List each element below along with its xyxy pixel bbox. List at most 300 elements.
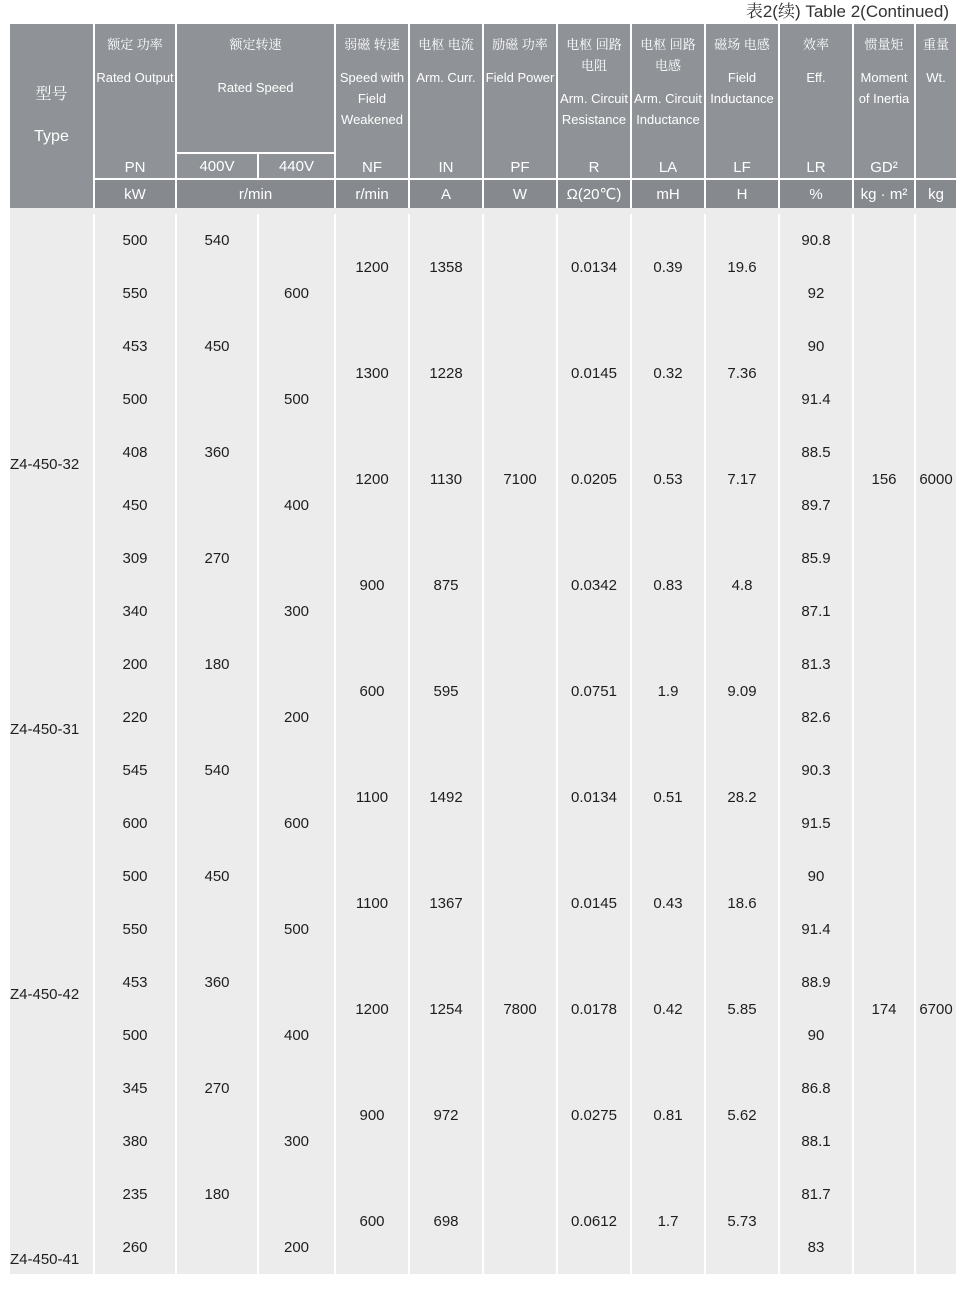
cell-weakened-speed (336, 1168, 408, 1274)
cell-speed-400 (177, 320, 257, 373)
cell-speed-400-value: 360 (204, 444, 230, 461)
cell-type (10, 585, 93, 638)
cell-arm-current-value: 595 (433, 682, 459, 700)
cell-field-inductance (706, 214, 778, 320)
cell-arm-current-value: 1254 (429, 1000, 463, 1018)
cell-weakened-speed (336, 532, 408, 638)
cell-speed-400 (177, 956, 257, 1009)
cell-efficiency-value: 89.7 (801, 497, 831, 514)
cell-weakened-speed (336, 638, 408, 744)
cell-weakened-speed-value: 1200 (355, 258, 389, 276)
cell-weakened-speed (336, 850, 408, 956)
cell-type (10, 532, 93, 585)
cell-type-value: Z4-450-42 (10, 986, 80, 1003)
cell-type (10, 956, 93, 1009)
table-row (10, 1168, 956, 1221)
cell-arm-current-value: 1367 (429, 894, 463, 912)
cell-resistance-value: 0.0145 (571, 364, 617, 382)
cell-output-value: 453 (122, 338, 148, 355)
cell-speed-440-value: 400 (283, 1027, 310, 1044)
cell-speed-440-value: 600 (283, 285, 310, 302)
cell-efficiency-value: 91.4 (801, 921, 831, 938)
cell-speed-440 (259, 373, 334, 426)
cell-type (10, 691, 93, 744)
table-row (10, 956, 956, 1009)
table-row (10, 267, 956, 320)
cell-resistance-value: 0.0205 (571, 470, 617, 488)
cell-resistance-value: 0.0134 (571, 788, 617, 806)
cell-weakened-speed-value: 1200 (355, 470, 389, 488)
cell-efficiency-value: 86.8 (801, 1080, 831, 1097)
header-arm-inductance: 电枢 回路 电感 Arm. Circuit Inductance LA (632, 24, 704, 178)
cell-type (10, 479, 93, 532)
cell-output-value: 235 (122, 1186, 148, 1203)
cell-speed-400 (177, 903, 257, 956)
cell-weakened-speed (336, 1062, 408, 1168)
cell-type (10, 1115, 93, 1168)
cell-efficiency (780, 638, 852, 691)
cell-efficiency-value: 87.1 (801, 603, 831, 620)
cell-speed-400 (177, 797, 257, 850)
cell-efficiency (780, 1009, 852, 1062)
cell-speed-400 (177, 691, 257, 744)
cell-output (95, 956, 175, 1009)
cell-field-inductance-value: 9.09 (727, 682, 757, 700)
cell-arm-current-value: 1130 (429, 470, 463, 488)
cell-field-inductance-value: 28.2 (727, 788, 757, 806)
cell-resistance (558, 744, 630, 850)
cell-weakened-speed-value: 1300 (355, 364, 389, 382)
cell-speed-440 (259, 532, 334, 585)
cell-efficiency (780, 373, 852, 426)
cell-efficiency (780, 691, 852, 744)
table-row (10, 638, 956, 691)
cell-arm-current (410, 744, 482, 850)
cell-efficiency (780, 426, 852, 479)
cell-resistance (558, 850, 630, 956)
cell-resistance (558, 214, 630, 320)
table-row (10, 1115, 956, 1168)
cell-speed-400 (177, 1062, 257, 1115)
cell-arm-current-value: 1228 (429, 364, 463, 382)
table-row (10, 1009, 956, 1062)
cell-speed-440 (259, 1221, 334, 1274)
cell-speed-400-value: 450 (204, 338, 230, 355)
cell-field-inductance-value: 4.8 (731, 576, 753, 594)
cell-type (10, 1062, 93, 1115)
cell-speed-440 (259, 850, 334, 903)
cell-output-value: 408 (122, 444, 148, 461)
table-caption: 表2(续) Table 2(Continued) (745, 2, 949, 21)
cell-output-value: 600 (122, 815, 148, 832)
cell-output-value: 309 (122, 550, 148, 567)
cell-resistance (558, 1168, 630, 1274)
cell-arm-inductance (632, 850, 704, 956)
header-rated-speed: 额定转速 Rated Speed (177, 24, 334, 152)
unit-arm-inductance: mH (632, 178, 704, 208)
cell-arm-current (410, 956, 482, 1062)
cell-arm-current-value: 972 (433, 1106, 459, 1124)
cell-arm-current-value: 1358 (429, 258, 463, 276)
cell-resistance-value: 0.0134 (571, 258, 617, 276)
cell-arm-inductance (632, 426, 704, 532)
cell-weight-value: 6700 (919, 1000, 953, 1018)
cell-speed-400 (177, 267, 257, 320)
table-row (10, 320, 956, 373)
cell-speed-400 (177, 744, 257, 797)
cell-speed-440 (259, 1062, 334, 1115)
cell-type-value: Z4-450-31 (10, 721, 80, 738)
cell-type (10, 638, 93, 691)
header-moment-inertia: 惯量矩 Moment of Inertia GD² (854, 24, 914, 178)
cell-arm-inductance (632, 1062, 704, 1168)
cell-type (10, 1009, 93, 1062)
cell-weakened-speed-value: 1100 (355, 788, 389, 806)
cell-speed-440-value: 200 (283, 1239, 310, 1256)
table-row (10, 479, 956, 532)
cell-speed-400-value: 180 (204, 656, 230, 673)
cell-resistance-value: 0.0275 (571, 1106, 617, 1124)
cell-arm-inductance-value: 0.42 (653, 1000, 683, 1018)
cell-speed-440-value: 200 (283, 709, 310, 726)
table-row (10, 691, 956, 744)
cell-speed-440-value: 300 (283, 603, 310, 620)
cell-arm-inductance-value: 0.51 (653, 788, 683, 806)
cell-weakened-speed-value: 1200 (355, 1000, 389, 1018)
cell-moment-inertia (854, 214, 914, 744)
cell-arm-current (410, 1168, 482, 1274)
cell-speed-440 (259, 214, 334, 267)
cell-field-inductance (706, 426, 778, 532)
cell-output (95, 585, 175, 638)
cell-type (10, 903, 93, 956)
cell-output (95, 797, 175, 850)
cell-efficiency-value: 91.4 (801, 391, 831, 408)
cell-speed-440-value: 500 (283, 921, 310, 938)
cell-resistance (558, 320, 630, 426)
cell-speed-440-value: 400 (283, 497, 310, 514)
cell-speed-400 (177, 1115, 257, 1168)
cell-output (95, 1062, 175, 1115)
cell-speed-440 (259, 903, 334, 956)
cell-arm-current (410, 426, 482, 532)
cell-output-value: 500 (122, 1027, 148, 1044)
cell-field-inductance (706, 850, 778, 956)
table-row (10, 426, 956, 479)
cell-output-value: 220 (122, 709, 148, 726)
cell-field-inductance (706, 320, 778, 426)
cell-output (95, 1009, 175, 1062)
cell-arm-inductance-value: 1.9 (657, 682, 679, 700)
cell-field-power-value: 7800 (503, 1000, 537, 1018)
cell-speed-440 (259, 426, 334, 479)
cell-efficiency (780, 744, 852, 797)
cell-arm-current-value: 1492 (429, 788, 463, 806)
header-field-inductance: 磁场 电感 Field Inductance LF (706, 24, 778, 178)
cell-output (95, 850, 175, 903)
cell-output (95, 744, 175, 797)
cell-weight (916, 214, 956, 744)
cell-output-value: 380 (122, 1133, 148, 1150)
cell-arm-inductance-value: 0.43 (653, 894, 683, 912)
unit-field-power: W (484, 178, 556, 208)
cell-type (10, 320, 93, 373)
cell-arm-current (410, 850, 482, 956)
cell-arm-current (410, 638, 482, 744)
cell-field-inductance-value: 5.73 (727, 1212, 757, 1230)
cell-weakened-speed (336, 320, 408, 426)
cell-speed-400 (177, 373, 257, 426)
cell-speed-400 (177, 638, 257, 691)
cell-efficiency (780, 1062, 852, 1115)
cell-output-value: 450 (122, 497, 148, 514)
cell-moment-inertia-value: 156 (871, 470, 897, 488)
cell-field-inductance-value: 19.6 (727, 258, 757, 276)
cell-field-power-value: 7100 (503, 470, 537, 488)
cell-arm-current (410, 214, 482, 320)
cell-efficiency (780, 903, 852, 956)
cell-speed-400 (177, 532, 257, 585)
cell-output (95, 373, 175, 426)
cell-arm-current (410, 1062, 482, 1168)
cell-efficiency (780, 214, 852, 267)
cell-speed-440-value: 500 (283, 391, 310, 408)
cell-arm-inductance-value: 1.7 (657, 1212, 679, 1230)
unit-resistance: Ω(20℃) (558, 178, 630, 208)
header-speed-weakened: 弱磁 转速 Speed with Field Weakened NF (336, 24, 408, 178)
cell-weakened-speed (336, 214, 408, 320)
cell-output (95, 1115, 175, 1168)
cell-type (10, 797, 93, 850)
cell-output (95, 1168, 175, 1221)
cell-speed-400 (177, 1168, 257, 1221)
cell-efficiency (780, 1221, 852, 1274)
cell-output (95, 320, 175, 373)
cell-output-value: 545 (122, 762, 148, 779)
cell-field-power (484, 214, 556, 744)
cell-type (10, 1221, 93, 1274)
header-arm-current: 电枢 电流 Arm. Curr. IN (410, 24, 482, 178)
cell-efficiency (780, 320, 852, 373)
cell-efficiency-value: 81.3 (801, 656, 831, 673)
cell-resistance (558, 638, 630, 744)
unit-weakened: r/min (336, 178, 408, 208)
table-row (10, 532, 956, 585)
header-voltage-400: 400V (177, 152, 257, 178)
cell-arm-inductance (632, 956, 704, 1062)
cell-efficiency-value: 83 (807, 1239, 825, 1256)
cell-efficiency (780, 479, 852, 532)
cell-output (95, 214, 175, 267)
cell-output-value: 340 (122, 603, 148, 620)
cell-output (95, 479, 175, 532)
cell-type (10, 744, 93, 797)
cell-speed-400 (177, 479, 257, 532)
cell-resistance (558, 1062, 630, 1168)
cell-weakened-speed-value: 900 (359, 1106, 385, 1124)
cell-speed-400 (177, 1221, 257, 1274)
cell-moment-inertia-value: 174 (871, 1000, 897, 1018)
cell-output (95, 532, 175, 585)
header-output: 额定 功率 Rated Output PN (95, 24, 175, 178)
cell-resistance-value: 0.0342 (571, 576, 617, 594)
cell-field-inductance (706, 1168, 778, 1274)
cell-weakened-speed (336, 426, 408, 532)
cell-arm-inductance-value: 0.39 (653, 258, 683, 276)
table-row (10, 797, 956, 850)
cell-speed-440 (259, 691, 334, 744)
cell-speed-400-value: 270 (204, 1080, 230, 1097)
header-efficiency: 效率 Eff. LR (780, 24, 852, 178)
cell-efficiency (780, 850, 852, 903)
table-row (10, 1062, 956, 1115)
cell-type (10, 1168, 93, 1221)
cell-type (10, 373, 93, 426)
cell-weakened-speed (336, 956, 408, 1062)
cell-type (10, 267, 93, 320)
cell-output-value: 260 (122, 1239, 148, 1256)
cell-speed-440 (259, 1168, 334, 1221)
cell-weakened-speed-value: 600 (359, 1212, 385, 1230)
cell-output (95, 267, 175, 320)
cell-speed-400-value: 450 (204, 868, 230, 885)
cell-efficiency-value: 90.8 (801, 232, 831, 249)
cell-speed-440 (259, 1009, 334, 1062)
cell-type-value: Z4-450-41 (10, 1251, 80, 1268)
cell-speed-440-value: 600 (283, 815, 310, 832)
unit-moment: kg · m² (854, 178, 914, 208)
header-arm-resistance: 电枢 回路 电阻 Arm. Circuit Resistance R (558, 24, 630, 178)
table-row (10, 850, 956, 903)
cell-resistance (558, 426, 630, 532)
cell-speed-440 (259, 956, 334, 1009)
cell-efficiency-value: 88.5 (801, 444, 831, 461)
cell-weakened-speed-value: 900 (359, 576, 385, 594)
cell-efficiency-value: 88.1 (801, 1133, 831, 1150)
unit-current: A (410, 178, 482, 208)
cell-efficiency-value: 90.3 (801, 762, 831, 779)
cell-speed-400-value: 270 (204, 550, 230, 567)
cell-efficiency-value: 92 (807, 285, 825, 302)
cell-efficiency (780, 1168, 852, 1221)
cell-efficiency (780, 797, 852, 850)
unit-weight: kg (916, 178, 956, 208)
cell-speed-400 (177, 214, 257, 267)
cell-output (95, 426, 175, 479)
cell-speed-440 (259, 267, 334, 320)
cell-efficiency-value: 81.7 (801, 1186, 831, 1203)
cell-arm-inductance (632, 744, 704, 850)
cell-efficiency-value: 88.9 (801, 974, 831, 991)
unit-efficiency: % (780, 178, 852, 208)
motor-spec-table (8, 24, 958, 1274)
cell-type (10, 214, 93, 267)
cell-output-value: 500 (122, 232, 148, 249)
cell-resistance-value: 0.0178 (571, 1000, 617, 1018)
cell-arm-inductance (632, 532, 704, 638)
cell-field-inductance (706, 1062, 778, 1168)
cell-arm-inductance-value: 0.81 (653, 1106, 683, 1124)
cell-speed-400-value: 540 (204, 762, 230, 779)
header-field-power: 励磁 功率 Field Power PF (484, 24, 556, 178)
cell-field-inductance-value: 5.62 (727, 1106, 757, 1124)
header-type: 型号 Type (10, 24, 93, 208)
cell-output (95, 691, 175, 744)
cell-field-inductance (706, 744, 778, 850)
cell-speed-440 (259, 797, 334, 850)
cell-weight (916, 744, 956, 1274)
cell-field-inductance (706, 638, 778, 744)
cell-efficiency-value: 90 (807, 338, 825, 355)
table-row (10, 373, 956, 426)
header-weight: 重量 Wt. (916, 24, 956, 178)
cell-arm-inductance-value: 0.32 (653, 364, 683, 382)
cell-output-value: 500 (122, 391, 148, 408)
cell-speed-400 (177, 850, 257, 903)
cell-resistance-value: 0.0145 (571, 894, 617, 912)
cell-type (10, 426, 93, 479)
cell-speed-440 (259, 585, 334, 638)
cell-field-inductance (706, 956, 778, 1062)
cell-resistance-value: 0.0751 (571, 682, 617, 700)
table-body (10, 208, 956, 1274)
cell-speed-400 (177, 585, 257, 638)
cell-arm-inductance-value: 0.53 (653, 470, 683, 488)
cell-field-power (484, 744, 556, 1274)
cell-speed-400 (177, 1009, 257, 1062)
cell-efficiency (780, 1115, 852, 1168)
cell-efficiency-value: 90 (807, 1027, 825, 1044)
cell-output-value: 500 (122, 868, 148, 885)
table-row (10, 585, 956, 638)
cell-efficiency-value: 82.6 (801, 709, 831, 726)
cell-field-inductance-value: 7.17 (727, 470, 757, 488)
table-row (10, 1221, 956, 1274)
cell-output (95, 1221, 175, 1274)
table-row (10, 744, 956, 797)
cell-resistance-value: 0.0612 (571, 1212, 617, 1230)
cell-weight-value: 6000 (919, 470, 953, 488)
cell-weakened-speed-value: 600 (359, 682, 385, 700)
cell-type-value: Z4-450-32 (10, 456, 80, 473)
cell-output (95, 903, 175, 956)
cell-efficiency-value: 90 (807, 868, 825, 885)
cell-speed-440-value: 300 (283, 1133, 310, 1150)
cell-arm-inductance-value: 0.83 (653, 576, 683, 594)
cell-output-value: 550 (122, 285, 148, 302)
cell-efficiency (780, 956, 852, 1009)
cell-output-value: 453 (122, 974, 148, 991)
cell-arm-inductance (632, 638, 704, 744)
cell-arm-inductance (632, 1168, 704, 1274)
cell-speed-440 (259, 1115, 334, 1168)
cell-speed-440 (259, 638, 334, 691)
cell-efficiency-value: 91.5 (801, 815, 831, 832)
cell-arm-current-value: 875 (433, 576, 459, 594)
cell-speed-440 (259, 320, 334, 373)
cell-weakened-speed (336, 744, 408, 850)
unit-field-inductance: H (706, 178, 778, 208)
cell-arm-current (410, 532, 482, 638)
cell-efficiency-value: 85.9 (801, 550, 831, 567)
cell-speed-440 (259, 479, 334, 532)
cell-field-inductance (706, 532, 778, 638)
cell-arm-inductance (632, 320, 704, 426)
cell-field-inductance-value: 7.36 (727, 364, 757, 382)
cell-resistance (558, 956, 630, 1062)
cell-efficiency (780, 267, 852, 320)
cell-output-value: 200 (122, 656, 148, 673)
